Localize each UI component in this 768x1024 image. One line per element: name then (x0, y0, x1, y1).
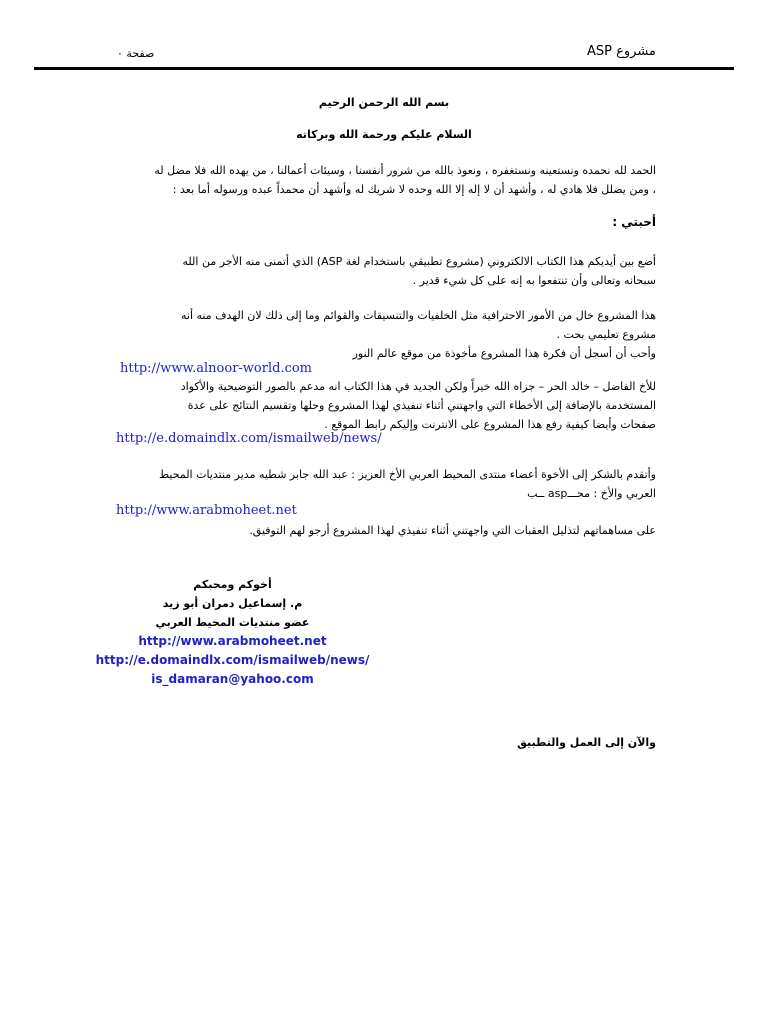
signature-block (80, 575, 385, 689)
greeting-heading: أحبتي : (612, 215, 656, 229)
header-title: مشروع ASP (587, 44, 656, 59)
intro-paragraph (112, 161, 656, 199)
signature-ismailweb-link[interactable]: http://e.domaindlx.com/ismailweb/news/ (95, 653, 370, 667)
basmala: بسم الله الرحمن الرحيم (318, 96, 450, 109)
signature-line-1: أخوكم ومحبكم (193, 578, 272, 591)
closing-line: والآن إلى العمل والتطبيق (517, 736, 656, 749)
para3-line-1: للأخ الفاضل – خالد الحر – جزاه الله خيراً ولكن الجديد في هذا الكتاب انه مدعم بالصور التوضيحية والأكواد (180, 380, 656, 393)
para4-line-1: وأتقدم بالشكر إلى الأخوة أعضاء منتدى المحيط العربي الأخ العزيز : عبد الله جابر شطيه مدير منتديات المحيط (158, 468, 656, 481)
paragraph-1 (112, 252, 656, 290)
ismailweb-link[interactable]: http://e.domaindlx.com/ismailweb/news/ (116, 431, 382, 446)
header-rule (34, 67, 734, 70)
alnoor-link[interactable]: http://www.alnoor-world.com (120, 361, 313, 376)
intro-line-1: الحمد لله نحمده ونستعينه ونستغفره ، ونعوذ بالله من شرور أنفسنا ، وسيئات أعمالنا ، من يهده الله فلا مضل له (154, 164, 656, 177)
salam-greeting: السلام عليكم ورحمة الله وبركاته (296, 128, 472, 141)
signature-email-link[interactable]: is_damaran@yahoo.com (151, 672, 314, 686)
signature-name: م. إسماعيل دمران أبو زيد (162, 597, 303, 610)
paragraph-4 (112, 465, 656, 503)
para4-line-2: العربي والأخ : محـــasp ــب (527, 487, 656, 500)
signature-title: عضو منتديات المحيط العربي (155, 616, 310, 629)
intro-line-2: ، ومن يضلل فلا هادي له ، وأشهد أن لا إله إلا الله وحده لا شريك له وأشهد أن محمداً عبده ورسوله أما بعد : (172, 183, 656, 196)
header-page-number: صفحة ٠ (117, 47, 155, 60)
para4-thanks (112, 521, 656, 540)
para1-line-1: أضع بين أيديكم هذا الكتاب الالكتروني (مشروع تطبيقي باستخدام لغة ASP) الذي أتمنى منه الأجر من الله (182, 255, 656, 268)
para1-line-2: سبحانه وتعالى وأن تنتفعوا به إنه على كل شيء قدير . (412, 274, 656, 287)
signature-arabmoheet-link[interactable]: http://www.arabmoheet.net (138, 634, 327, 648)
para2-line-3: وأحب أن أسجل أن فكرة هذا المشروع مأخوذة من موقع عالم النور (352, 347, 656, 360)
para4-line-3: على مساهماتهم لتذليل العقبات التي واجهتني أثناء تنفيذي لهذا المشروع أرجو لهم التوفيق. (249, 524, 656, 537)
para2-line-2: مشروع تعليمي بحت . (556, 328, 656, 341)
para3-line-3: صفحات وأيضا كيفية رفع هذا المشروع على الانترنت وإليكم رابط الموقع . (324, 418, 656, 431)
para3-line-2: المستخدمة بالإضافة إلى الأخطاء التي واجهتني أثناء تنفيذي لهذا المشروع وحلها وتقسيم النتائج على عدة (187, 399, 656, 412)
paragraph-3 (112, 377, 656, 434)
para2-line-1: هذا المشروع خال من الأمور الاحترافية مثل الخلفيات والتنسيقات والقوائم وما إلى ذلك لان الهدف منه أنه (180, 309, 656, 322)
arabmoheet-link[interactable]: http://www.arabmoheet.net (116, 503, 297, 518)
paragraph-2 (112, 306, 656, 363)
